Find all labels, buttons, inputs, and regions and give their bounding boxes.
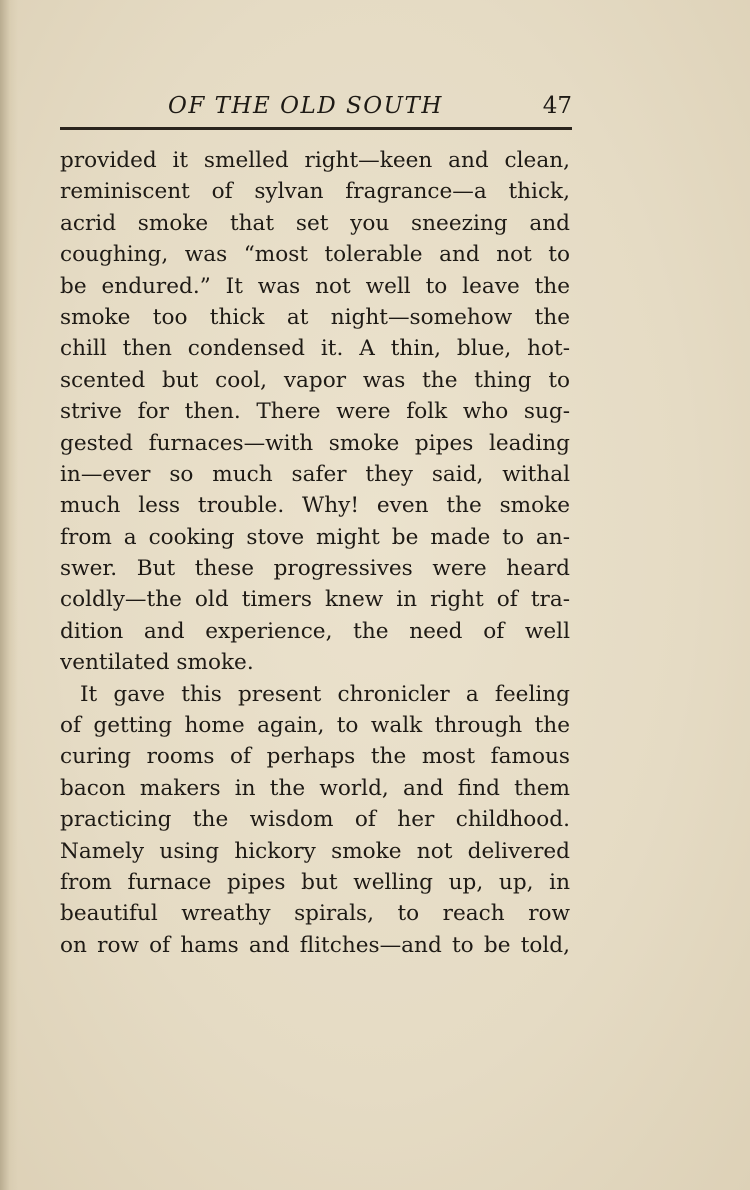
text-line: swer. But these progressives were heard [60, 556, 570, 582]
text-line: from a cooking stove might be made to an- [60, 524, 570, 550]
header-rule [60, 127, 572, 130]
text-line: gested furnaces—with smoke pipes leading [60, 430, 570, 456]
text-line: Namely using hickory smoke not delivered [60, 838, 570, 864]
paragraph-end-line: ventilated smoke. [60, 650, 254, 676]
text-line: acrid smoke that set you sneezing and [60, 210, 570, 236]
text-line: provided it smelled right—keen and clean, [60, 148, 570, 173]
text-line: be endured.” It was not well to leave the [60, 273, 570, 299]
body-text [60, 145, 570, 961]
text-line: reminiscent of sylvan fragrance—a thick, [60, 179, 570, 205]
page-number: 47 [542, 93, 572, 119]
running-head-title: OF THE OLD SOUTH [168, 93, 443, 119]
running-head [60, 86, 572, 126]
text-line: beautiful wreathy spirals, to reach row [60, 901, 570, 927]
text-line: dition and experience, the need of well [60, 618, 570, 644]
text-line: chill then condensed it. A thin, blue, hot- [60, 336, 570, 362]
text-line: of getting home again, to walk through the [60, 713, 570, 739]
text-line: smoke too thick at night—somehow the [60, 304, 570, 330]
text-line: bacon makers in the world, and find them [60, 775, 570, 801]
text-line: from furnace pipes but welling up, up, in [60, 869, 570, 895]
text-line: coughing, was “most tolerable and not to [60, 242, 570, 268]
text-line: coldly—the old timers knew in right of tra- [60, 587, 570, 613]
binding-gutter-shadow [0, 0, 18, 1190]
text-line: much less trouble. Why! even the smoke [60, 493, 570, 519]
text-line: in—ever so much safer they said, withal [60, 461, 570, 487]
text-line: practicing the wisdom of her childhood. [60, 807, 570, 833]
paragraph-first-line: It gave this present chronicler a feeling [80, 681, 570, 707]
text-line: strive for then. There were folk who sug- [60, 399, 570, 425]
text-line: curing rooms of perhaps the most famous [60, 744, 570, 770]
text-line: on row of hams and flitches—and to be told, [60, 932, 570, 958]
text-line: scented but cool, vapor was the thing to [60, 367, 570, 393]
